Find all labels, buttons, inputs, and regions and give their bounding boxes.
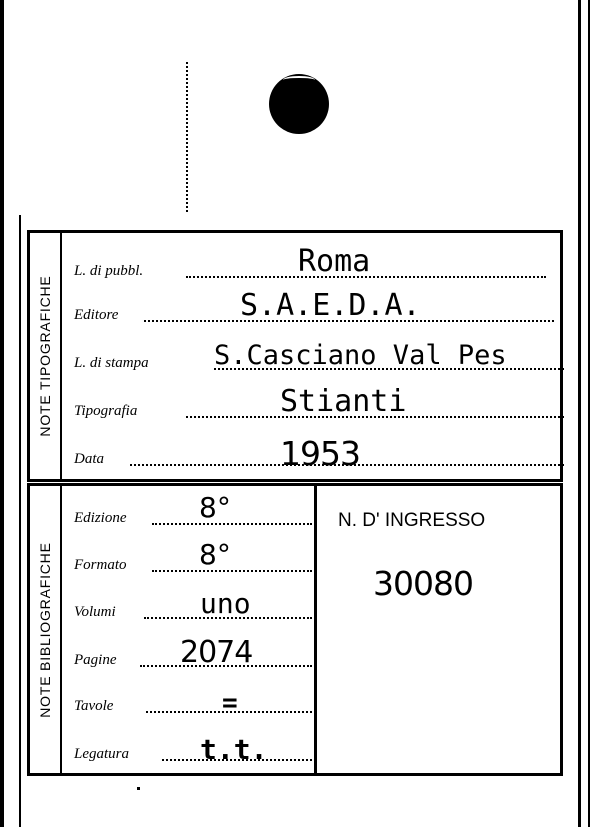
label-tipografia: Tipografia <box>74 403 138 419</box>
row-pagine <box>74 636 314 672</box>
row-data <box>74 435 564 471</box>
stray-mark <box>137 787 140 790</box>
label-formato: Formato <box>74 557 127 573</box>
label-data: Data <box>74 451 104 467</box>
card-edge-left-inner <box>19 215 21 827</box>
ingresso-label: N. D' INGRESSO <box>338 510 486 531</box>
row-volumi <box>74 588 314 624</box>
label-luogo-pubblicazione: L. di pubbl. <box>74 263 144 279</box>
punch-hole <box>269 74 329 134</box>
row-edizione <box>74 491 314 530</box>
label-pagine: Pagine <box>74 652 117 668</box>
label-legatura: Legatura <box>74 746 130 762</box>
bibliografiche-section-label: NOTE BIBLIOGRAFICHE <box>37 541 53 718</box>
label-editore: Editore <box>74 307 119 323</box>
value-luogo-pubblicazione: Roma <box>298 244 371 279</box>
row-formato <box>74 538 314 577</box>
value-pagine: 2074 <box>180 635 253 670</box>
ingresso-number: 30080 <box>373 564 473 603</box>
dotted-leader <box>152 570 312 572</box>
card-edge-left <box>0 0 4 827</box>
value-tipografia: Stianti <box>280 384 407 419</box>
tipografiche-sidebar <box>30 233 62 479</box>
value-data: 1953 <box>280 434 360 473</box>
tipografiche-box <box>27 230 563 482</box>
tipografiche-section-label: NOTE TIPOGRAFICHE <box>37 275 53 437</box>
label-luogo-stampa: L. di stampa <box>74 355 149 371</box>
value-formato: 8° <box>199 538 231 571</box>
fold-line <box>186 62 189 212</box>
row-legatura <box>74 730 314 766</box>
value-volumi: uno <box>200 587 251 620</box>
value-editore: S.A.E.D.A. <box>240 288 421 323</box>
card-edge-right-outer <box>588 0 590 827</box>
label-volumi: Volumi <box>74 604 116 620</box>
row-luogo-stampa <box>74 339 564 375</box>
card-edge-right <box>578 0 581 827</box>
value-tavole: = <box>222 688 238 718</box>
value-legatura: t.t. <box>200 733 268 766</box>
bibliografiche-sidebar <box>30 486 62 773</box>
row-tavole <box>74 682 314 718</box>
value-edizione: 8° <box>199 491 231 524</box>
bibliografiche-box <box>27 483 563 776</box>
label-edizione: Edizione <box>74 510 127 526</box>
label-tavole: Tavole <box>74 698 114 714</box>
dotted-leader <box>152 523 312 525</box>
row-luogo-pubblicazione <box>74 244 554 283</box>
ingresso-divider <box>314 486 317 773</box>
row-tipografia <box>74 384 564 423</box>
value-luogo-stampa: S.Casciano Val Pes <box>214 340 507 371</box>
row-editore <box>74 288 554 327</box>
